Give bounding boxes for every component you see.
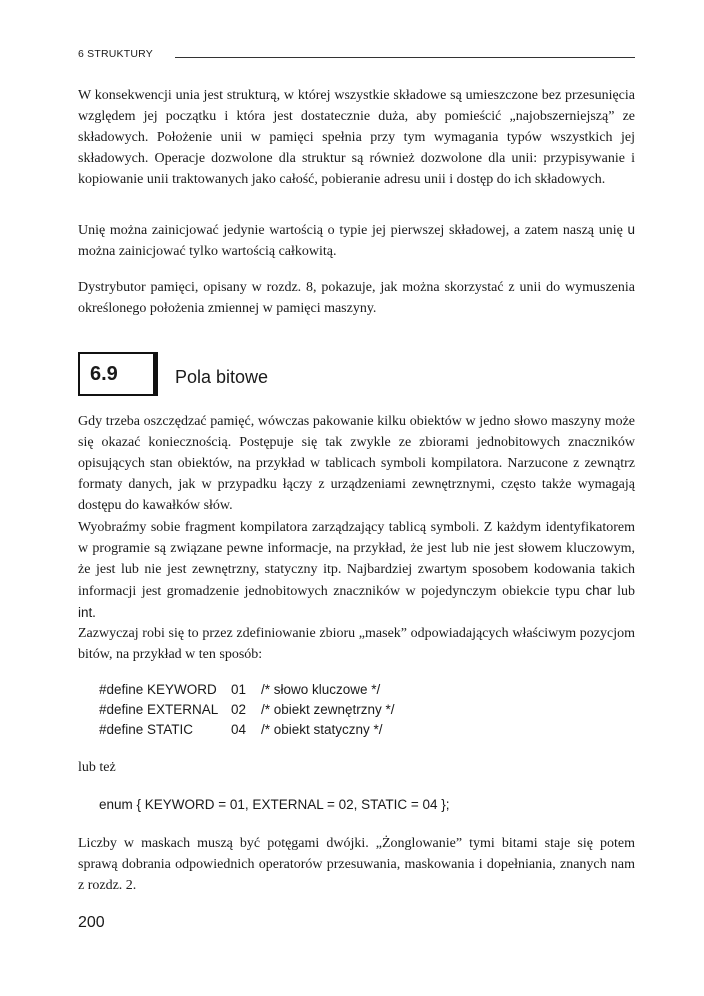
paragraph-symbol-table: [78, 517, 635, 624]
inline-code-u: u: [627, 222, 635, 237]
define-comment: /* słowo kluczowe */: [261, 682, 381, 697]
code-define-keyword: [99, 680, 380, 700]
running-head: [78, 47, 635, 61]
define-name: #define EXTERNAL: [99, 702, 219, 717]
paragraph-union-init-text-b: można zainicjować tylko wartością całkowitą.: [78, 244, 337, 259]
inline-code-char: char: [585, 583, 612, 598]
define-name: #define KEYWORD: [99, 682, 217, 697]
paragraph-symbol-table-text-mid: lub: [611, 584, 636, 599]
paragraph-symbol-table-text-a: Wyobraźmy sobie fragment kompilatora zarządzający tablicą symboli. Z każdym identyfikatorem w programie są związane pewne informacje, na przykład, że jest lub nie jest słowem kluczowym, że jest lub nie jest zewnętrzny, statyczny itp. Najbardziej zwartym sposobem kodowania takich informacji jest gromadzenie jednobitowych znaczników w pojedynczym obiekcie typu: [78, 520, 635, 599]
define-value: 01: [231, 682, 247, 697]
header-rule: [175, 57, 635, 58]
paragraph-union-description: W konsekwencji unia jest strukturą, w której wszystkie składowe są umieszczone bez przesunięcia względem jej początku i która jest dostatecznie duża, aby pomieścić „najobszerniejszą” ze składowych. Położenie unii w pamięci spełnia przy tym wymagania typów wszystkich jej składowych. Operacje dozwolone dla struktur są również dozwolone dla unii: przypisywanie i kopiowanie unii traktowanych jako całość, pobieranie adresu unii i dostęp do ich składowych.: [78, 88, 635, 187]
section-number-box: [78, 352, 158, 396]
code-define-static: [99, 720, 383, 740]
section-title: Pola bitowe: [175, 367, 269, 387]
paragraph-powers-of-two: Liczby w maskach muszą być potęgami dwójki. „Żonglowanie” tymi bitami staje się potem sprawą dobrania odpowiednich operatorów przesuwania, maskowania i dopełniania, znanych nam z rozdz. 2.: [78, 836, 635, 893]
code-enum: enum { KEYWORD = 01, EXTERNAL = 02, STATIC = 04 };: [99, 797, 450, 812]
define-value: 02: [231, 702, 247, 717]
paragraph-or-also: lub też: [78, 760, 116, 775]
define-comment: /* obiekt zewnętrzny */: [261, 702, 395, 717]
paragraph-symbol-table-text-b: .: [92, 606, 96, 621]
define-name: #define STATIC: [99, 722, 194, 737]
paragraph-union-init: [78, 219, 635, 262]
paragraph-bit-packing: Gdy trzeba oszczędzać pamięć, wówczas pakowanie kilku obiektów w jedno słowo maszyny może się okazać koniecznością. Postępuje się tak zwykle ze zbiorami jednobitowych znaczników opisujących stan obiektów, na przykład w tablicach symboli kompilatora. Narzucone z zewnątrz formaty danych, jak w przypadku łączy z urządzeniami zewnętrznymi, często także wymagają dostępu do kawałków słów.: [78, 414, 635, 513]
define-comment: /* obiekt statyczny */: [261, 722, 383, 737]
section-number: 6.9: [90, 363, 118, 385]
paragraph-memory-allocator: Dystrybutor pamięci, opisany w rozdz. 8, pokazuje, jak można skorzystać z unii do wymuszenia określonego położenia zmiennej w pamięci maszyny.: [78, 280, 635, 316]
running-head-title: 6 STRUKTURY: [78, 48, 153, 60]
code-define-external: [99, 700, 395, 720]
define-value: 04: [231, 722, 247, 737]
inline-code-int: int: [78, 605, 93, 620]
paragraph-union-init-text-a: Unię można zainicjować jedynie wartością o typie jej pierwszej składowej, a zatem naszą unię: [78, 223, 628, 238]
paragraph-masks: Zazwyczaj robi się to przez zdefiniowanie zbioru „masek” odpowiadających właściwym pozycjom bitów, na przykład w ten sposób:: [78, 626, 635, 662]
page-number: 200: [78, 914, 105, 931]
